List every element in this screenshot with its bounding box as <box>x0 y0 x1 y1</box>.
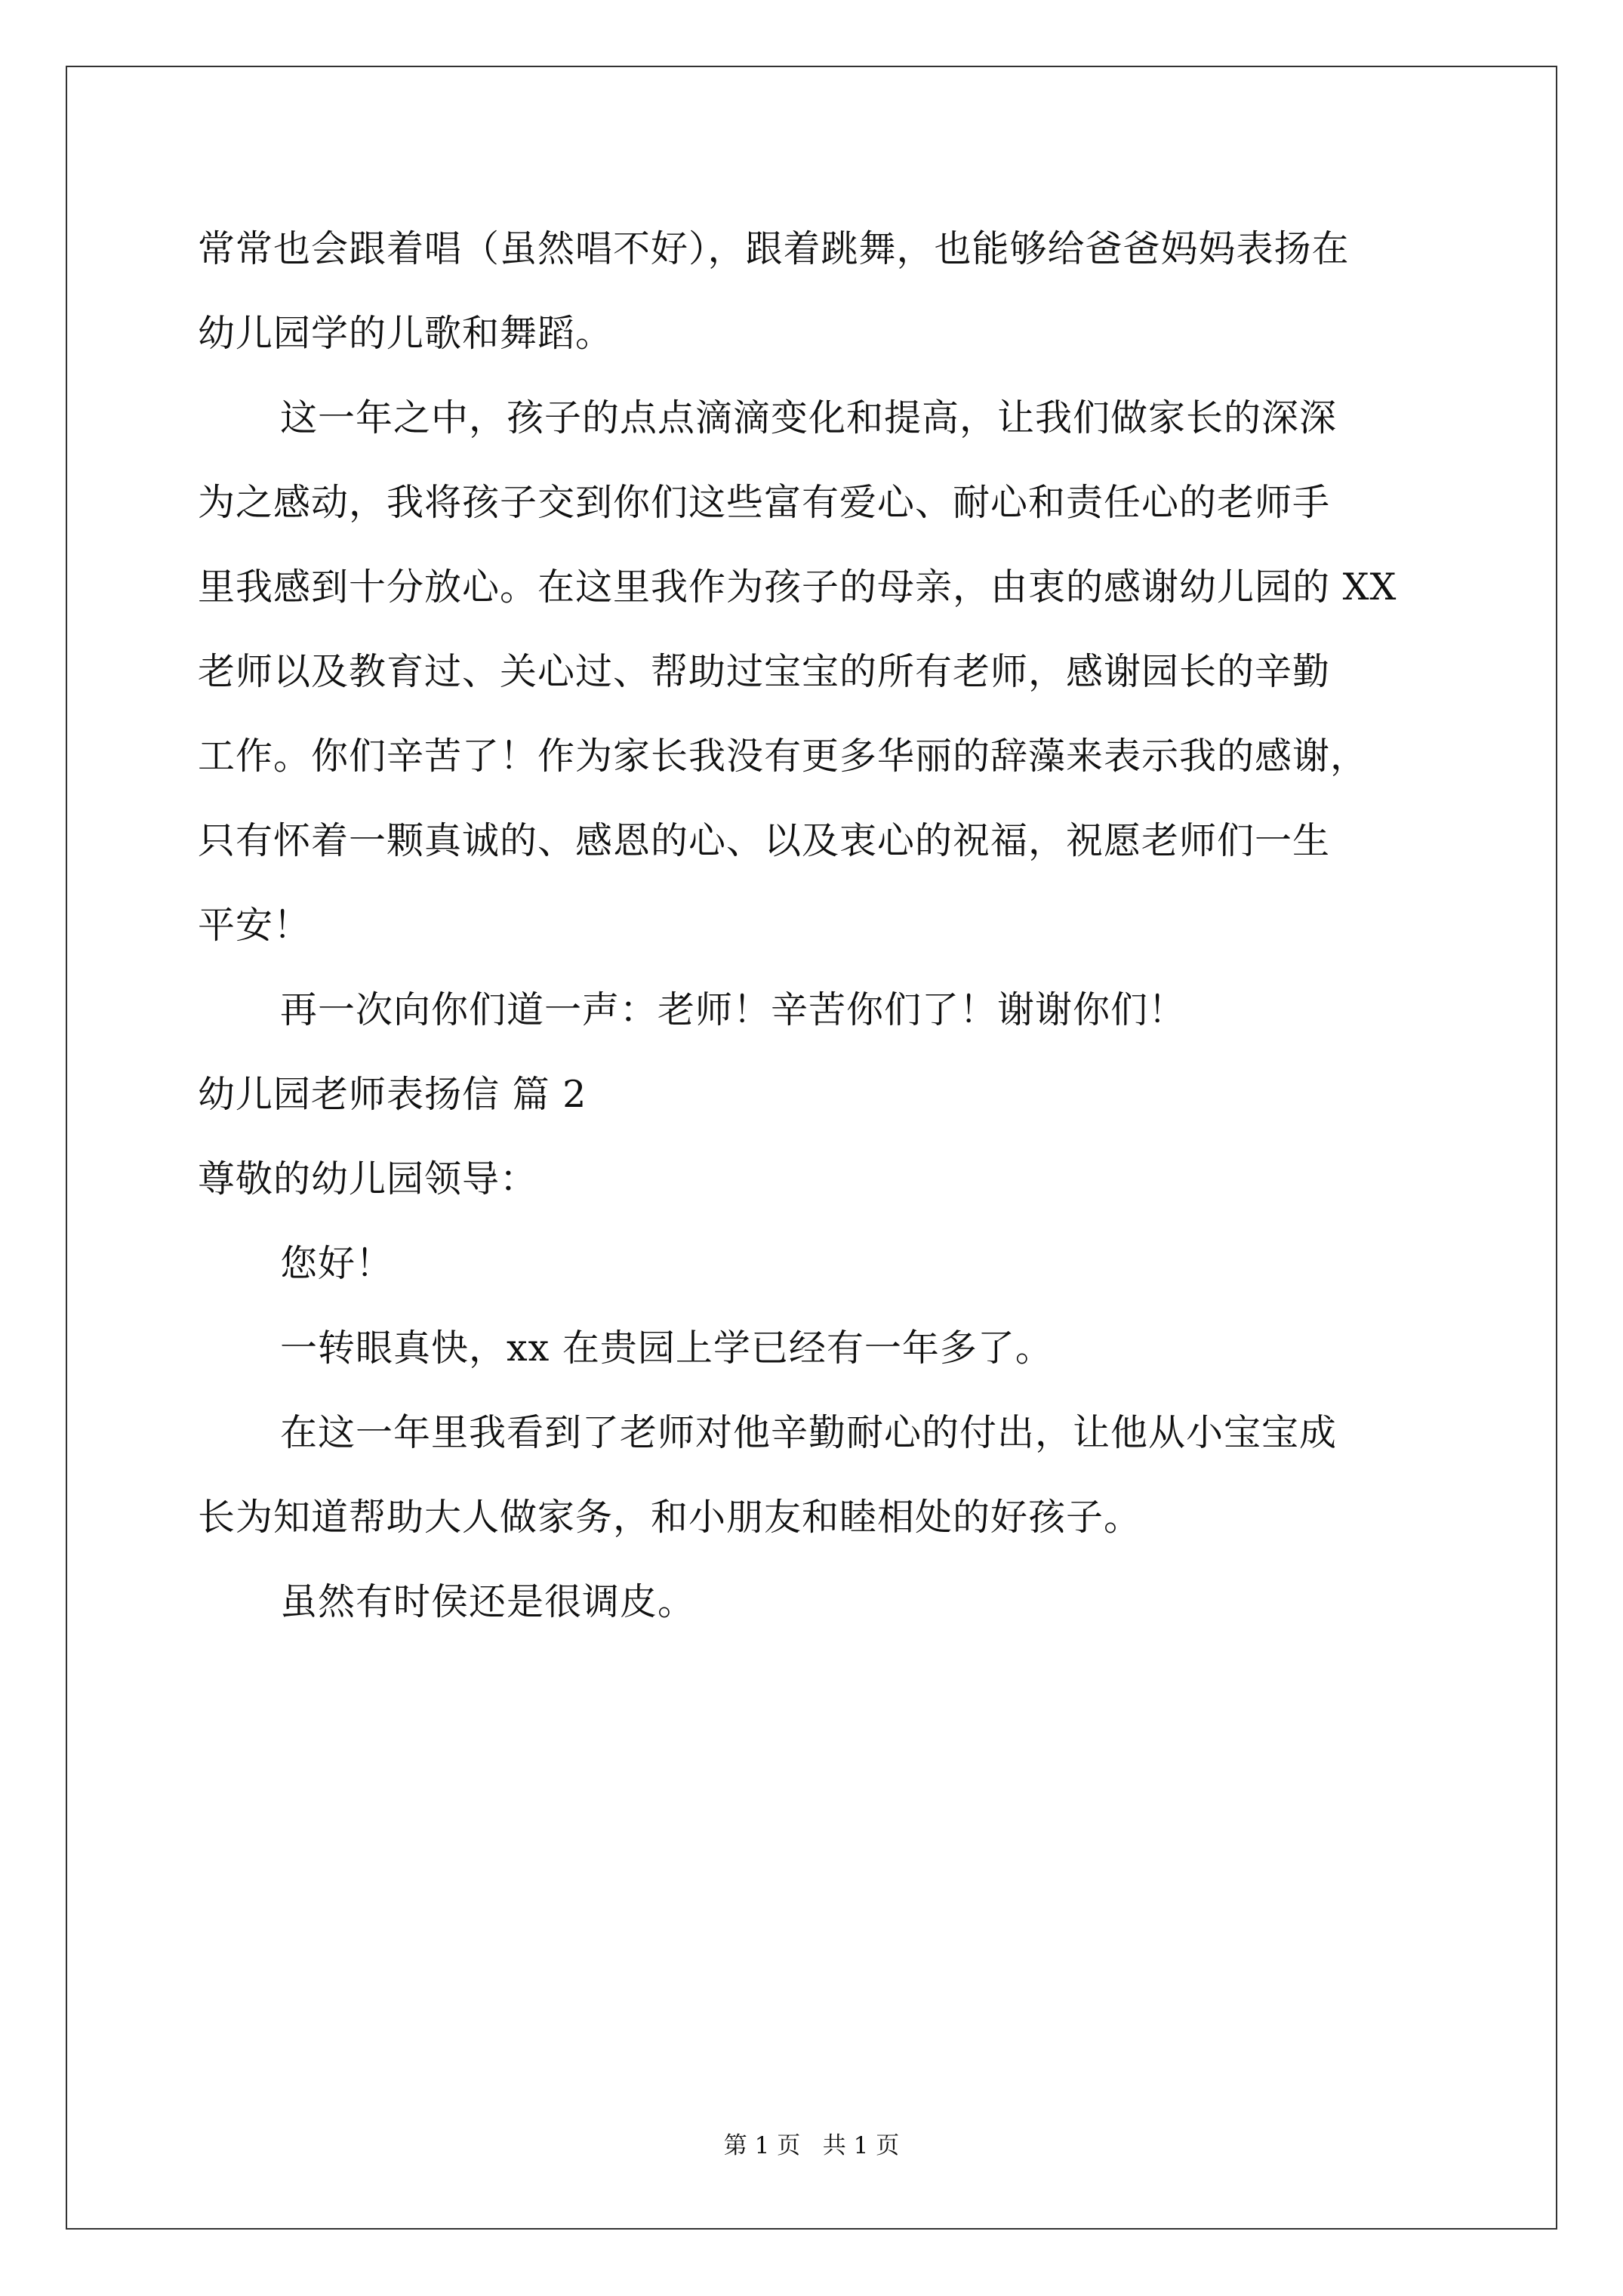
body-line-1: 常常也会跟着唱（虽然唱不好），跟着跳舞，也能够给爸爸妈妈表扬在 <box>198 227 1350 270</box>
body-line-16: 长为知道帮助大人做家务，和小朋友和睦相处的好孩子。 <box>198 1496 1142 1539</box>
page-footer: 第 1 页 共 1 页 <box>723 2132 900 2159</box>
page-border <box>66 66 1557 2230</box>
body-line-15: 在这一年里我看到了老师对他辛勤耐心的付出，让他从小宝宝成 <box>280 1411 1338 1454</box>
body-line-2: 幼儿园学的儿歌和舞蹈。 <box>198 312 614 355</box>
salutation: 尊敬的幼儿园领导： <box>198 1157 538 1200</box>
body-line-17: 虽然有时侯还是很调皮。 <box>280 1580 696 1623</box>
body-line-6: 老师以及教育过、关心过、帮助过宝宝的所有老师，感谢园长的辛勤 <box>198 650 1331 693</box>
section-heading: 幼儿园老师表扬信 篇 2 <box>198 1073 587 1116</box>
body-line-10: 再一次向你们道一声：老师！辛苦你们了！谢谢你们！ <box>280 988 1187 1031</box>
greeting: 您好！ <box>280 1242 394 1285</box>
body-line-9: 平安！ <box>198 904 312 947</box>
body-line-5: 里我感到十分放心。在这里我作为孩子的母亲，由衷的感谢幼儿园的 XX <box>198 566 1397 609</box>
body-line-7: 工作。你们辛苦了！作为家长我没有更多华丽的辞藻来表示我的感谢， <box>198 735 1369 778</box>
body-line-3: 这一年之中，孩子的点点滴滴变化和提高，让我们做家长的深深 <box>280 396 1338 439</box>
body-line-4: 为之感动，我将孩子交到你们这些富有爱心、耐心和责任心的老师手 <box>198 481 1331 524</box>
body-line-14: 一转眼真快，xx 在贵园上学已经有一年多了。 <box>280 1327 1053 1370</box>
body-line-8: 只有怀着一颗真诚的、感恩的心、以及衷心的祝福，祝愿老师们一生 <box>198 819 1331 862</box>
